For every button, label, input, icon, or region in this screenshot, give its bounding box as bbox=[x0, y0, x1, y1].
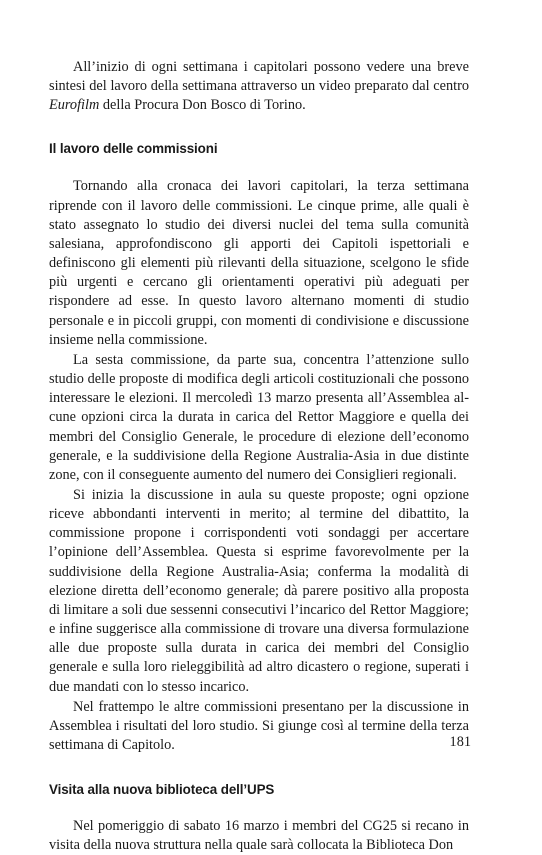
body-paragraph: La sesta commissione, da parte sua, concentra l’attenzione sullo studio delle proposte di modifica degli articoli costituzionali che possono interessare le elezioni. Il mercoledì 13 marzo presenta all’Assemblea alcune opzioni circa la durata in carica del Rettor Maggiore e quella dei membri del Consiglio Generale, le procedure di elezione dell’economo generale, e la suddivisione della Regione Australia-Asia in due distinte zone, con il conseguente aumento del numero dei Consiglieri regionali. bbox=[49, 351, 469, 483]
intro-paragraph bbox=[49, 58, 469, 115]
body-paragraph: Nel pomeriggio di sabato 16 marzo i membri del CG25 si recano in visita della nuova struttura nella quale sarà collocata la Biblioteca Don bbox=[49, 818, 469, 854]
page-body bbox=[49, 58, 469, 855]
body-paragraph: Tornando alla cronaca dei lavori capitolari, la terza settimana riprende con il lavoro delle commissioni. Le cinque prime, alle quali è stato assegnato lo studio dei diversi nuclei del tema sulla comunità salesiana, approfondiscono gli apporti dei Capitoli ispettoriali e definiscono gli elementi più rilevanti della situazione, scelgono le sfide più urgenti e cercano gli orientamenti operativi più adeguati per rispondere ad esse. In questo lavoro alternano momenti di studio personale e in piccoli gruppi, con momenti di condivisione e discussione insieme nella commissione. bbox=[49, 178, 469, 348]
body-paragraph: Nel frattempo le altre commissioni presentano per la discussione in Assemblea i risultati del loro studio. Si giunge così al termine della terza settimana di Capitolo. bbox=[49, 698, 469, 753]
intro-text-start: All’inizio di ogni settimana i capitolari possono vedere una breve sintesi del lavoro della settimana attraverso un video preparato dal centro bbox=[49, 59, 469, 95]
intro-emphasis: Eurofilm bbox=[49, 97, 100, 114]
intro-text-end: della Procura Don Bosco di Torino. bbox=[99, 97, 306, 114]
body-paragraph: Si inizia la discussione in aula su queste proposte; ogni opzione riceve abbondanti interventi in merito; al termine del dibattito, la commissione propone i corrispondenti voti sondaggi per accertare l’opinione dell’Assemblea. Questa si esprime favorevolmente per la suddivisione della Regione Australia-Asia; conferma la modalità di elezione diretta dell’economo generale; dà parere positivo alla proposta di limitare a soli due sessenni consecutivi l’incarico del Rettor Maggiore; e infine suggerisce alla commissione di trovare una diversa formulazione alle due proposte sulla durata in carica dei membri del Consiglio generale e sulla loro rieleggibilità ad altro dicastero o regione, superati i due mandati con lo stesso incarico. bbox=[49, 486, 469, 695]
page-number: 181 bbox=[449, 734, 471, 750]
section-heading-commissioni: Il lavoro delle commissioni bbox=[49, 141, 218, 157]
section-heading-biblioteca: Visita alla nuova biblioteca dell’UPS bbox=[49, 782, 275, 798]
